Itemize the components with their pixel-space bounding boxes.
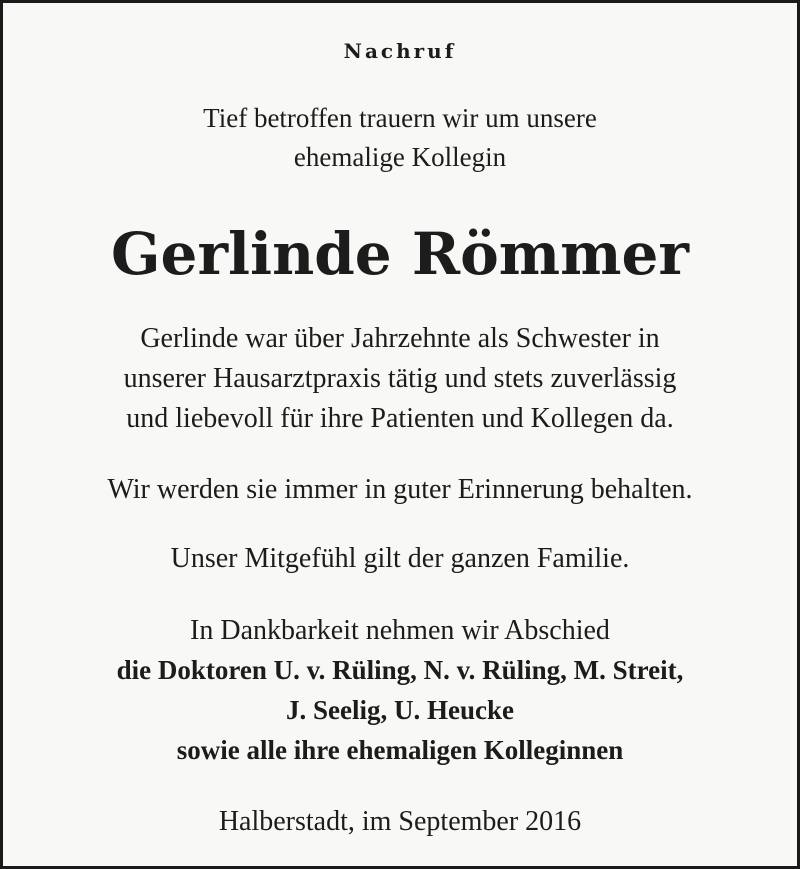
- place-date: Halberstadt, im September 2016: [218, 806, 582, 837]
- memory-line: Wir werden sie immer in guter Erinnerung behalten.: [107, 474, 693, 505]
- signers-line-2: J. Seelig, U. Heucke: [286, 695, 514, 725]
- farewell-line: In Dankbarkeit nehmen wir Abschied: [190, 615, 610, 646]
- signers-line-3: sowie alle ihre ehemaligen Kolleginnen: [176, 735, 624, 765]
- tribute-line-1: Gerlinde war über Jahrzehnte als Schwester in: [140, 323, 660, 354]
- signers-line-1: die Doktoren U. v. Rüling, N. v. Rüling, M. Streit,: [116, 655, 684, 685]
- deceased-name: Gerlinde Römmer: [111, 220, 689, 288]
- notice-heading: Nachruf: [343, 39, 457, 63]
- tribute-line-3: und liebevoll für ihre Patienten und Kollegen da.: [126, 403, 674, 434]
- tribute-line-2: unserer Hausarztpraxis tätig und stets zuverlässig: [123, 363, 677, 394]
- intro-line-1: Tief betroffen trauern wir um unsere: [203, 103, 597, 133]
- sympathy-line: Unser Mitgefühl gilt der ganzen Familie.: [170, 543, 630, 574]
- intro-line-2: ehemalige Kollegin: [293, 142, 507, 172]
